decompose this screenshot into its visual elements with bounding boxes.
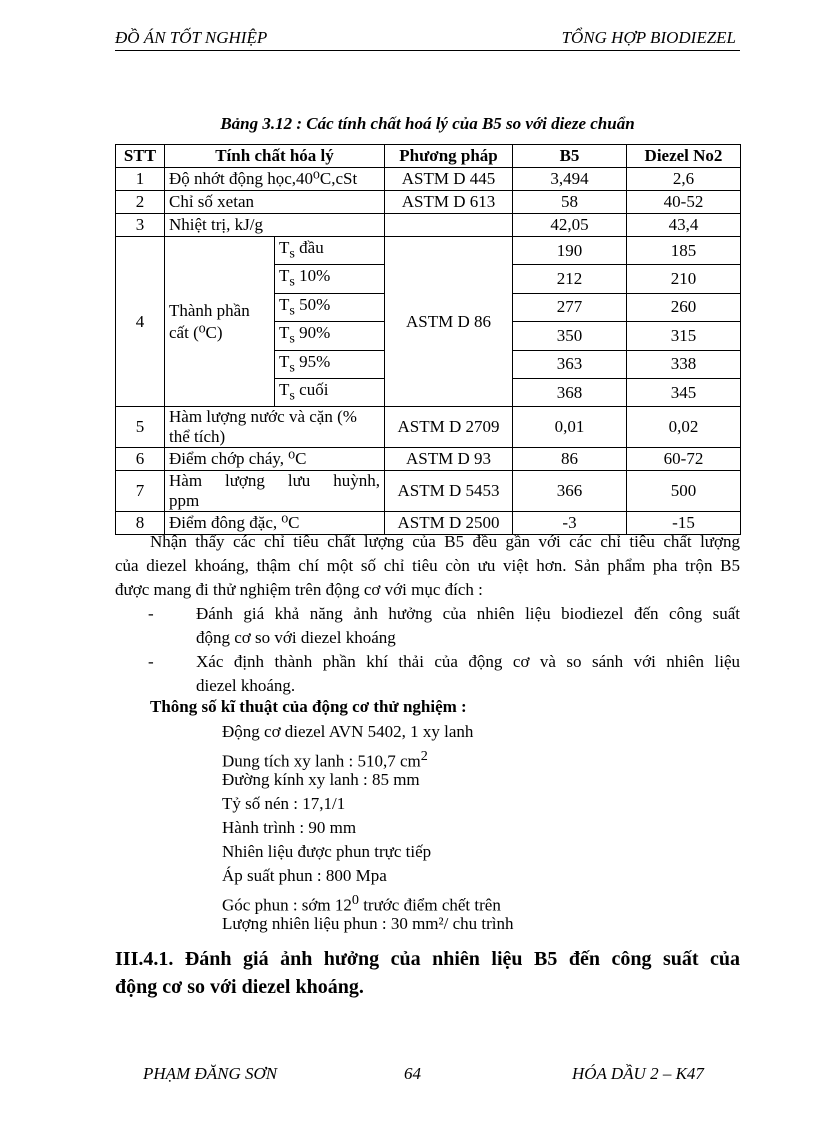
paragraph-line: Nhận thấy các chỉ tiêu chất lượng của B5 đều gần với các chỉ tiêu chất lượng	[150, 532, 740, 551]
footer-author: PHẠM ĐĂNG SƠN	[143, 1064, 278, 1083]
cell-subproperty: $T_s$ 90%	[275, 322, 385, 350]
cell-b5: 350	[513, 322, 627, 350]
section-heading-line: động cơ so với diezel khoáng.	[115, 976, 364, 998]
footer-class: HÓA DẦU 2 – K47	[572, 1064, 704, 1083]
table-row	[116, 191, 741, 214]
paragraph-line: của diezel khoáng, thậm chí một số chỉ tiêu còn ưu việt hơn. Sản phẩm pha trộn B5	[115, 556, 740, 575]
cell-diezel: 43,4	[627, 214, 741, 237]
cell-b5: 212	[513, 265, 627, 293]
cell-diezel: 0,02	[627, 407, 741, 448]
cell-diezel: -15	[627, 512, 741, 535]
properties-table	[115, 144, 741, 535]
cell-property	[165, 471, 385, 512]
spec-line: Nhiên liệu được phun trực tiếp	[222, 842, 432, 861]
cell-b5: 58	[513, 191, 627, 214]
cell-method: ASTM D 2709	[385, 407, 513, 448]
table-row	[116, 214, 741, 237]
cell-stt: 4	[116, 237, 165, 407]
spec-line: Đường kính xy lanh : 85 mm	[222, 770, 420, 789]
spec-line: Hành trình : 90 mm	[222, 818, 357, 837]
cell-method: ASTM D 2500	[385, 512, 513, 535]
property-line: Hàm lượng nước và cặn (%	[169, 407, 357, 427]
cell-diezel: 210	[627, 265, 741, 293]
cell-property: Độ nhớt động học,40⁰C,cSt	[165, 168, 385, 191]
cell-b5: 86	[513, 448, 627, 471]
table-caption: Bảng 3.12 : Các tính chất hoá lý của B5 so với dieze chuẩn	[220, 114, 635, 133]
col-header-diezel: Diezel No2	[627, 145, 741, 168]
property-line: ppm	[169, 491, 200, 511]
cell-b5: 277	[513, 293, 627, 321]
cell-method: ASTM D 86	[385, 237, 513, 407]
cell-diezel: 315	[627, 322, 741, 350]
page-header	[115, 26, 740, 51]
cell-diezel: 2,6	[627, 168, 741, 191]
property-line: cất (⁰C)	[169, 322, 223, 342]
col-header-stt: STT	[116, 145, 165, 168]
property-line: Thành phần	[169, 300, 250, 320]
spec-line: Lượng nhiên liệu phun : 30 mm²/ chu trình	[222, 914, 514, 933]
specs-title: Thông số kĩ thuật của động cơ thử nghiệm :	[150, 697, 467, 716]
cell-property: Điểm chớp cháy, ⁰C	[165, 448, 385, 471]
cell-stt: 2	[116, 191, 165, 214]
section-heading	[115, 945, 740, 1001]
bullet-text: Xác định thành phần khí thải của động cơ và so sánh với nhiên liệu diezel khoáng.	[196, 652, 740, 695]
cell-b5: 42,05	[513, 214, 627, 237]
spec-line: Dung tích xy lanh : 510,7 $cm^2$	[222, 748, 428, 771]
table-row	[116, 448, 741, 471]
bullet-text: Đánh giá khả năng ảnh hưởng của nhiên liệu biodiezel đến công suất động cơ so với diezel khoáng	[196, 604, 740, 647]
cell-property: Điểm đông đặc, ⁰C	[165, 512, 385, 535]
cell-b5: -3	[513, 512, 627, 535]
body-paragraph	[115, 530, 740, 602]
section-heading-line: III.4.1. Đánh giá ảnh hưởng của nhiên liệu B5 đến công suất của	[115, 948, 740, 970]
cell-subproperty: $T_s$ 95%	[275, 350, 385, 378]
cell-stt: 8	[116, 512, 165, 535]
table-header-row	[116, 145, 741, 168]
cell-subproperty: $T_s$ 10%	[275, 265, 385, 293]
cell-subproperty: $T_s$ cuối	[275, 378, 385, 406]
spec-line: Tỷ số nén : 17,1/1	[222, 794, 346, 813]
cell-subproperty: $T_s$ 50%	[275, 293, 385, 321]
cell-b5: 363	[513, 350, 627, 378]
cell-method: ASTM D 93	[385, 448, 513, 471]
cell-diezel: 60-72	[627, 448, 741, 471]
col-header-property: Tính chất hóa lý	[165, 145, 385, 168]
property-line: thể tích)	[169, 427, 226, 447]
table-row	[116, 471, 741, 512]
table-row	[116, 168, 741, 191]
cell-diezel: 185	[627, 237, 741, 265]
cell-diezel: 500	[627, 471, 741, 512]
cell-b5: 366	[513, 471, 627, 512]
header-right: TỔNG HỢP BIODIEZEL	[561, 28, 736, 47]
cell-subproperty: $T_s$ đầu	[275, 237, 385, 265]
cell-method: ASTM D 5453	[385, 471, 513, 512]
cell-diezel: 345	[627, 378, 741, 406]
paragraph-line: được mang đi thử nghiệm trên động cơ với mục đích :	[115, 580, 483, 599]
property-line: Hàm lượng lưu huỳnh,	[169, 471, 380, 491]
cell-method: ASTM D 613	[385, 191, 513, 214]
cell-diezel: 338	[627, 350, 741, 378]
spec-line: Góc phun : sớm $12^0$ trước điểm chết trên	[222, 892, 501, 915]
cell-diezel: 40-52	[627, 191, 741, 214]
col-header-method: Phương pháp	[385, 145, 513, 168]
table-row	[116, 407, 741, 448]
cell-stt: 3	[116, 214, 165, 237]
cell-method	[385, 214, 513, 237]
cell-b5: 190	[513, 237, 627, 265]
spec-line: Động cơ diezel AVN 5402, 1 xy lanh	[222, 722, 474, 741]
bullet-dash: -	[148, 604, 154, 623]
cell-property	[165, 407, 385, 448]
cell-diezel: 260	[627, 293, 741, 321]
cell-b5: 368	[513, 378, 627, 406]
cell-method: ASTM D 445	[385, 168, 513, 191]
cell-b5: 0,01	[513, 407, 627, 448]
col-header-b5: B5	[513, 145, 627, 168]
cell-stt: 5	[116, 407, 165, 448]
header-left: ĐỒ ÁN TỐT NGHIỆP	[115, 28, 268, 47]
cell-stt: 7	[116, 471, 165, 512]
page-number: 64	[404, 1064, 421, 1083]
cell-property	[165, 237, 275, 407]
cell-b5: 3,494	[513, 168, 627, 191]
cell-stt: 1	[116, 168, 165, 191]
cell-property: Nhiệt trị, kJ/g	[165, 214, 385, 237]
bullet-dash: -	[148, 652, 154, 671]
cell-stt: 6	[116, 448, 165, 471]
spec-line: Áp suất phun : 800 Mpa	[222, 866, 387, 885]
table-row	[116, 237, 741, 265]
cell-property: Chỉ số xetan	[165, 191, 385, 214]
